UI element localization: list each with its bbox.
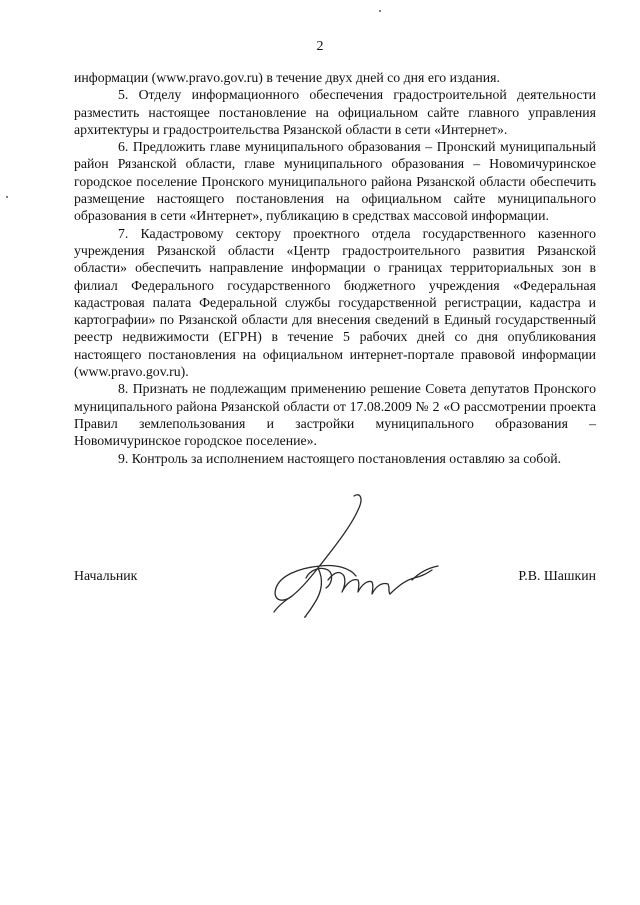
scan-speck xyxy=(379,10,381,12)
page-number: 2 xyxy=(316,39,324,54)
paragraph-9: 9. Контроль за исполнением настоящего постановления оставляю за собой. xyxy=(118,450,562,466)
signer-name: Р.В. Шашкин xyxy=(518,568,596,583)
document-body xyxy=(74,69,596,467)
paragraph-continuation: информации (www.pravo.gov.ru) в течение двух дней со дня его издания. xyxy=(74,70,500,85)
paragraph-7: 7. Кадастровому сектору проектного отдела государственного казенного учреждения Рязанской области «Центр градостроительного развития Рязанской области» обеспечить направление информации о границах территориальных зон в филиал Федерального государственного бюджетного учреждения «Федеральная кадастровая палата Федеральной службы государственной регистрации, кадастра и картографии» по Рязанской области для внесения сведений в Единый государственный реестр недвижимости (ЕГРН) в течение 5 рабочих дней со дня опубликования настоящего постановления на официальном интернет-портале правовой информации (www.pravo.gov.ru). xyxy=(74,225,596,380)
scan-speck xyxy=(6,196,8,198)
handwritten-signature xyxy=(262,488,462,638)
paragraph-8: 8. Признать не подлежащим применению решение Совета депутатов Пронского муниципального района Рязанской области от 17.08.2009 № 2 «О рассмотрении проекта Правил землепользования и застройки муниципального образования – Новомичуринское городское поселение». xyxy=(74,381,596,449)
paragraph-6: 6. Предложить главе муниципального образования – Пронский муниципальный район Рязанской области, главе муниципального образования – Новомичуринское городское поселение Пронского муниципального района Рязанской области обеспечить размещение настоящего постановления на официальном сайте муниципального образования в сети «Интернет», публикацию в средствах массовой информации. xyxy=(74,139,596,224)
signer-title: Начальник xyxy=(74,568,138,583)
paragraph-5: 5. Отделу информационного обеспечения градостроительной деятельности разместить настоящее постановление на официальном сайте главного управления архитектуры и градостроительства Рязанской области в сети «Интернет». xyxy=(74,87,596,137)
